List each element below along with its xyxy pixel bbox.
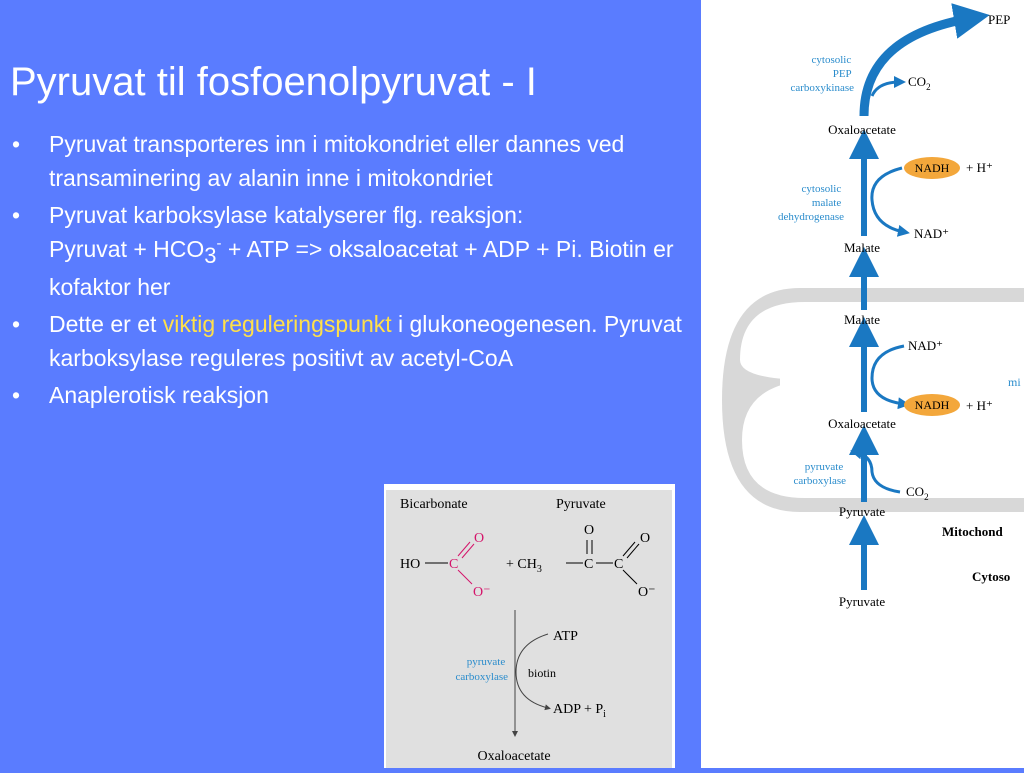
bullet-marker: • xyxy=(12,131,21,157)
ho-group: HO xyxy=(400,557,421,572)
h-plus-label-mito: + H⁺ xyxy=(966,398,993,413)
pathway-svg xyxy=(701,0,1024,768)
atp-label: ATP xyxy=(553,629,578,644)
enzyme-label: pyruvate carboxylase xyxy=(455,656,508,683)
bullet-text: Pyruvat transporteres inn i mitokondriet eller dannes ved transaminering av alanin inne i mitokondriet xyxy=(49,131,625,191)
slide-title: Pyruvat til fosfoenolpyruvat - I xyxy=(10,60,537,104)
co2-label-mito: $CO_2$ xyxy=(906,484,929,502)
cytosol-compartment-label: Cytoso xyxy=(972,569,1011,584)
biotin-label: biotin xyxy=(528,666,557,680)
bullet-item xyxy=(12,198,684,304)
oxaloacetate-product-label: Oxaloacetate xyxy=(477,749,551,764)
carbonate-carbon: C xyxy=(449,557,459,572)
highlighted-text: viktig reguleringspunkt xyxy=(162,311,392,337)
equation-text: + ATP => oksaloacetat + ADP + Pi. Biotin er kofaktor her xyxy=(49,236,674,300)
nad-label-mito: NAD⁺ xyxy=(908,338,944,353)
bullet-list xyxy=(12,127,684,415)
enzyme-pepck-label: cytosolic PEP carboxykinase xyxy=(790,54,854,94)
oxaloacetate-label-cyto: Oxaloacetate xyxy=(828,122,896,137)
bicarbonate-label: Bicarbonate xyxy=(400,497,468,512)
malate-label-cyto: Malate xyxy=(843,240,881,255)
carbonate-oxygen-top: O xyxy=(474,531,485,546)
reaction-figure xyxy=(384,484,675,768)
pep-label: PEP xyxy=(988,12,1011,27)
bullet-text: Pyruvat karboksylase katalyserer flg. reaksjon: xyxy=(49,202,524,228)
nad-label-cyto: NAD⁺ xyxy=(914,226,950,241)
keto-carbon: C xyxy=(584,557,594,572)
carbonate-oxygen-bottom: O⁻ xyxy=(473,585,491,600)
co2-label-top: $CO_2$ xyxy=(908,74,931,92)
bullet-text: Anaplerotisk reaksjon xyxy=(49,382,269,408)
bullet-text: Dette er et xyxy=(49,311,163,337)
h-plus-label-cyto: + H⁺ xyxy=(966,160,993,175)
adp-pi-label: ADP + $P_i$ xyxy=(553,702,606,720)
bullet-text: i glukoneogenesen. Pyruvat karboksylase reguleres positivt av acetyl-CoA xyxy=(49,311,682,371)
nadh-label-mito: NADH xyxy=(914,398,950,412)
superscript: - xyxy=(216,235,222,252)
pyruvate-label-cyto: Pyruvate xyxy=(838,594,886,609)
enzyme-cyto-mdh-label: cytosolic malate dehydrogenase xyxy=(778,183,844,223)
nad-reduce-arrow-cyto xyxy=(872,168,904,232)
plus-methyl: + $CH_3$ xyxy=(506,557,542,575)
carboxyl-oxygen-top: O xyxy=(640,531,651,546)
bullet-item xyxy=(12,127,684,195)
oxaloacetate-label-mito: Oxaloacetate xyxy=(828,416,896,431)
malate-label-mito: Malate xyxy=(843,312,881,327)
arrow-pepck xyxy=(864,18,972,116)
reaction-svg xyxy=(384,484,675,768)
mitochondrion-compartment-label: Mitochond xyxy=(942,524,1003,539)
equation-text: Pyruvat + HCO xyxy=(49,236,205,262)
carboxyl-carbon: C xyxy=(614,557,624,572)
pathway-diagram xyxy=(701,0,1024,768)
carboxyl-oxygen-bottom: O⁻ xyxy=(638,585,656,600)
keto-oxygen: O xyxy=(584,523,595,538)
bullet-marker: • xyxy=(12,311,21,337)
pyruvate-label-mito: Pyruvate xyxy=(838,504,886,519)
mito-label-partial: mi xyxy=(1008,375,1021,389)
bullet-marker: • xyxy=(12,202,21,228)
bullet-marker: • xyxy=(12,382,21,408)
subscript: 3 xyxy=(204,243,217,268)
bullet-item xyxy=(12,307,684,375)
co2-out-arrow-top xyxy=(872,82,900,96)
bullet-item xyxy=(12,378,684,412)
pyruvate-label: Pyruvate xyxy=(556,497,606,512)
nadh-label-cyto: NADH xyxy=(914,161,950,175)
enzyme-pc-label: pyruvate carboxylase xyxy=(793,461,846,487)
reaction-background xyxy=(386,490,672,768)
